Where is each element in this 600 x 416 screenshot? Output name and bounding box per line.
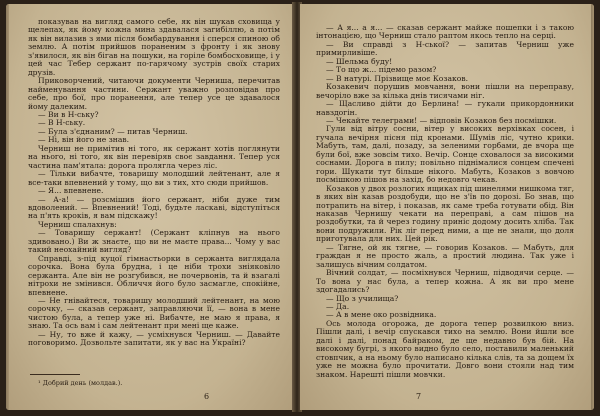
paragraph: Козакевич порушив мовчання, вони пішли на переправу, вечоріло вже за кілька днів тисячами ніг. (316, 82, 574, 100)
left-page-text (28, 18, 280, 348)
paragraph: — Я... впевнене. (38, 186, 104, 196)
page-number-left: 6 (204, 392, 210, 401)
paragraph: — В натурі. Прізвище моє Козаков. (326, 73, 469, 83)
paragraph: — Чекайте телеграми! — відповів Козаков без посмішки. (326, 115, 557, 125)
paragraph: Вічний солдат, — посміхнувся Черниш, підводячи серце. — То вона у нас була, а тепер кожна. А як ви про мене здогадались? (316, 268, 574, 295)
paragraph: Ось молода огорожа, де дорога тепер розвилкою вниз. Пішли далі, і вечір спускався тихо на землю. Вони йшли все далі і далі, понад байраком, де ще недавно був бій. На високому бугрі, з якого видно було село, поставили маленький стовпчик, а на ньому було написано кілька слів, та за дощем їх уже не можна було прочитати. Довго вони стояли над тим знаком. Нарешті пішли мовчки. (316, 318, 574, 379)
left-page (6, 4, 294, 410)
paragraph: — Щасливо дійти до Берлина! — гукали прикордонники навздогін. (316, 99, 574, 117)
footnote-divider (30, 374, 80, 375)
paragraph: — В Н-ську. (38, 118, 86, 128)
paragraph: Черниш не примітив ні того, як сержант хотів поглянути на нього, ні того, як він перевіряв своє завдання. Тепер уся частина пам'ятала: дорога пролягла через ліс. (28, 143, 280, 170)
paragraph: — Була з'єднаним? — питав Черниш. (38, 126, 188, 136)
page-number-right: 7 (416, 392, 422, 401)
paragraph: — Тільки вибачте, товаришу молодший лейтенант, але я все-таки впевнений у тому, що ви з тих, хто сюди прийшов. (28, 169, 280, 187)
paragraph: — Шельма буду! (326, 56, 393, 66)
paragraph: — То що ж... підемо разом? (326, 65, 437, 75)
right-page (300, 4, 594, 410)
paragraph: показував на вигляд самого себе, як він шукав сховища у щелепах, як йому кожна мина здавалася загибіллю, а потім як він вилазив з ями після бомбардування і сперся спиною об землю. А потім прийшов пораненим з фронту і як знову з'явилося, як він бігав на пошуки, на горіле бомбосховище, і у цей час Тебер сержант по-гарячому зустрів своїх старих друзів. (28, 17, 280, 77)
paragraph: — Не гнівайтеся, товаришу молодший лейтенант, на мою сорочку, — сказав сержант, заправляючи її, — вона в мене чистою була, а тепер уже ні. Вибачте, не маю я права, я знаю. Та ось вам і сам лейтенант при мені ще каже. (28, 295, 280, 331)
paragraph: Приковорчений, читаючи документи Черниша, перечитав найменування частини. Сержант уважно розповідав про себе, про бої, про поранення, але тепер усе це здавалося йому далеким. (28, 76, 280, 111)
paragraph: — Ні, він його не знав. (38, 135, 130, 145)
paragraph: Черниш спалахнув: (38, 219, 117, 229)
paragraph: Справді, з-під куцої гімнастьорки в сержанта виглядала сорочка. Вона була брудна, і це ніби трохи зніяковіло сержанта. Але він не розгубився, не почервонів, та й взагалі нітрохи не змінився. Обличчя його було засмагле, спокійне, впевнене. (28, 253, 280, 297)
paragraph: — Що з училища? (326, 293, 399, 303)
paragraph: Козаков у двох розлогих ящиках під шинелями нишкома тяг, в яких він казав роздобуди, що не з'їв по дорозі. Бо знав, що потрапить на вітер, і показав, як саме треба готувати обід. Він наказав Чернишу чекати на переправі, а сам пішов на роздобутки, та й через годину приніс додому досить хліба. Так вони подружили. Рік ліг перед ними, а ще не знали, що доля приготувала для них. Цей рік. (316, 183, 574, 244)
paragraph: — А я... а я... — сказав сержант майже пошепки і з такою інтонацією, що Черниш стало раптом якось тепло на серці. (316, 23, 574, 41)
paragraph: — Тягне, ой як тягне, — говорив Козаков. — Мабуть, для граждан я не просто жаль, а простий людина. Так уже і залишусь вічним солдатом. (316, 242, 574, 269)
right-page-edge (591, 4, 594, 410)
right-page-text (316, 24, 574, 379)
paragraph: — Ну, то вже й кажу, — усміхнувся Черниш. — Давайте поговоримо. Дозвольте запитати, як у вас на Україні? (28, 329, 280, 348)
footnote: ¹ Добрий день (молдав.). (38, 379, 123, 387)
paragraph: — Ви справді з Н-ської? — запитав Черниш уже примирливіше. (316, 39, 574, 58)
paragraph: — Товаришу сержант! (Сержант кліпнув на нього здивовано.) Ви ж знаєте, що ви не маєте права... Чому у вас такий неохайний вигляд? (28, 228, 280, 255)
left-page-edge (6, 4, 9, 410)
paragraph: — А в мене око розвідника. (326, 310, 437, 320)
paragraph: Гули від вітру сосни, вітер у високих верхівках сосен, і гучала вечірня пісня під кронами. Шумів ліс, чутно крики. Мабуть, там, далі, позаду, за зеленими горбами, де вчора ще були бої, вже зовсім тихо. Вечір. Сонце сховалося за високими соснами. Дорога в пилу; повільно піднімалися сонцем спечені гори. Шукати тут більше нікого. Мабуть, Козаков з вовчою посмішкою пішов на захід, бо недовго чекав. (316, 124, 574, 185)
paragraph: — Ви в Н-ську? (38, 109, 99, 119)
paragraph: — А-а! — розсмішив його сержант, ніби дуже тим вдоволений. — Впевнений! Тоді, будьте ласкаві, відступіться на п'ять кроків, я вам підскажу! (28, 194, 280, 221)
paragraph: — Да. (326, 301, 350, 311)
